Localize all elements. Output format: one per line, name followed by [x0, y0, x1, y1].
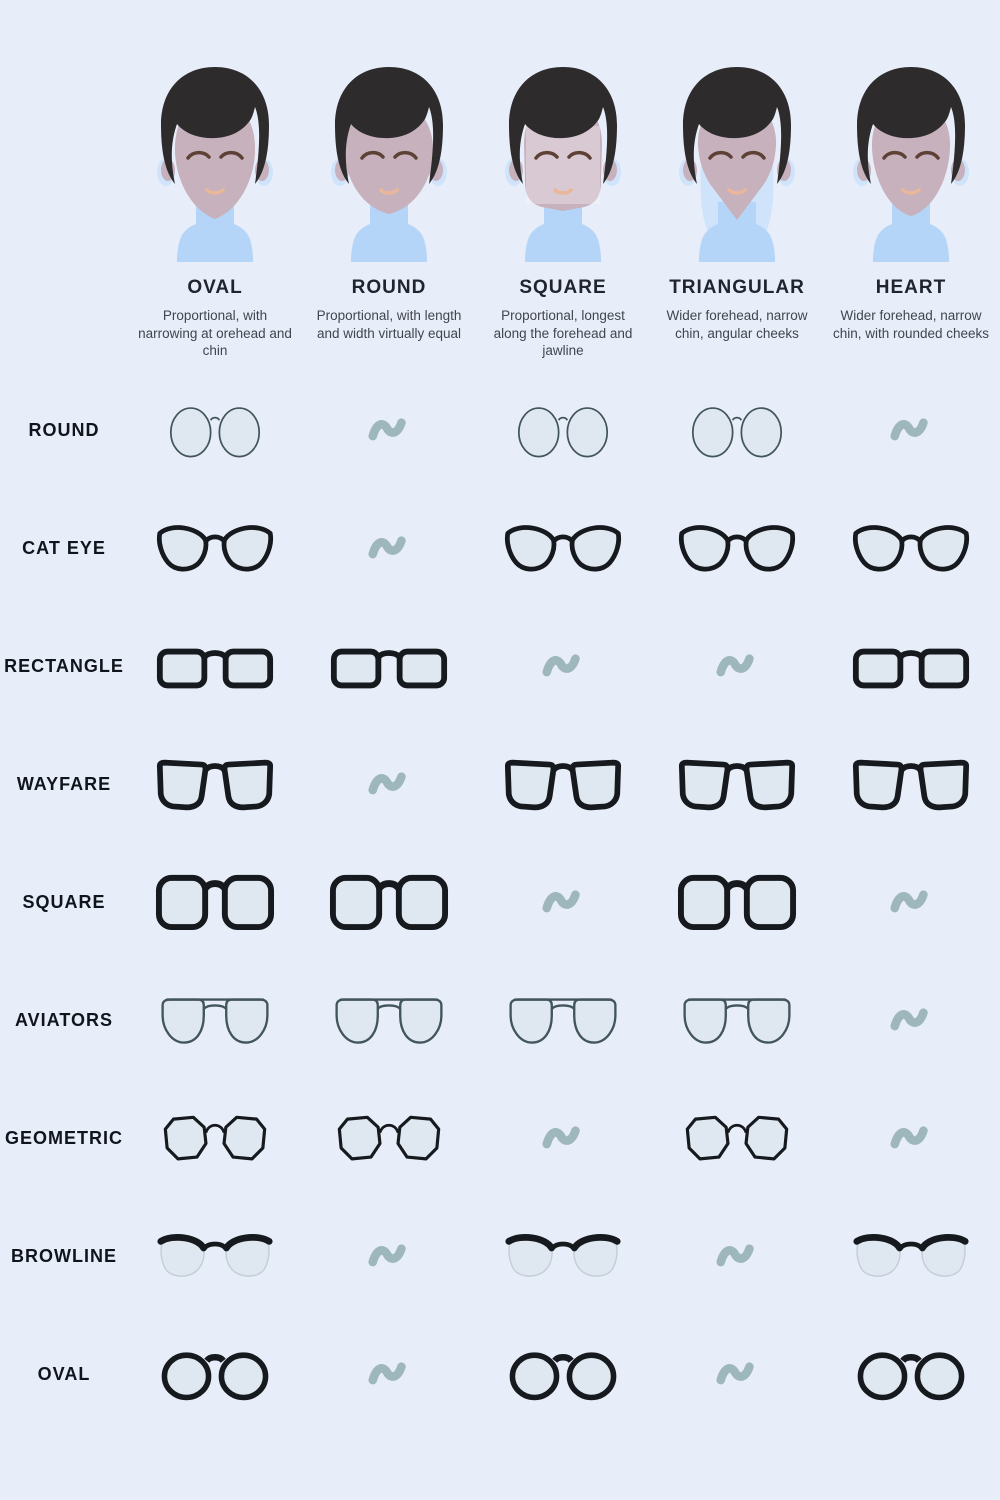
cell-oval-oval	[128, 1316, 302, 1434]
cell-geometric-square	[476, 1080, 650, 1198]
tilde-icon	[715, 1242, 759, 1271]
cell-square-heart	[824, 844, 998, 962]
face-shape-description: Wider forehead, narrow chin, angular cheeks	[666, 308, 808, 341]
matrix-row-oval	[0, 1316, 1000, 1434]
row-label-cat-eye: CAT EYE	[22, 538, 106, 559]
cell-round-round	[302, 372, 476, 490]
cat-eye-glasses-icon	[678, 519, 796, 578]
face-shape-title: OVAL	[187, 277, 243, 298]
cell-cat-eye-triangular	[650, 490, 824, 608]
cell-square-oval	[128, 844, 302, 962]
cell-geometric-round	[302, 1080, 476, 1198]
matrix-row-aviators	[0, 962, 1000, 1080]
oval-glasses-icon	[506, 1346, 620, 1403]
cell-aviators-oval	[128, 962, 302, 1080]
face-shape-title: ROUND	[351, 277, 427, 298]
cell-aviators-heart	[824, 962, 998, 1080]
cell-round-heart	[824, 372, 998, 490]
cell-round-oval	[128, 372, 302, 490]
matrix-row-square	[0, 844, 1000, 962]
tilde-icon	[367, 770, 411, 799]
matrix-row-cat-eye	[0, 490, 1000, 608]
square-glasses-icon	[154, 871, 276, 934]
row-label-wayfare: WAYFARE	[16, 774, 112, 795]
tilde-icon	[889, 416, 933, 445]
row-label-square: SQUARE	[22, 892, 106, 913]
round-glasses-icon	[685, 402, 789, 459]
face-shape-title: HEART	[875, 277, 947, 298]
cell-browline-round	[302, 1198, 476, 1316]
cell-square-triangular	[650, 844, 824, 962]
cell-geometric-triangular	[650, 1080, 824, 1198]
cell-oval-heart	[824, 1316, 998, 1434]
tilde-icon	[541, 888, 585, 917]
compatibility-matrix	[0, 372, 1000, 1434]
aviators-glasses-icon	[331, 993, 447, 1049]
cell-aviators-round	[302, 962, 476, 1080]
wayfare-glasses-icon	[156, 756, 274, 813]
oval-glasses-icon	[854, 1346, 968, 1403]
cell-round-square	[476, 372, 650, 490]
cell-browline-heart	[824, 1198, 998, 1316]
cell-cat-eye-square	[476, 490, 650, 608]
geometric-glasses-icon	[159, 1111, 271, 1167]
cell-browline-triangular	[650, 1198, 824, 1316]
browline-glasses-icon	[852, 1229, 970, 1284]
tilde-icon	[889, 1124, 933, 1153]
row-label-rectangle: RECTANGLE	[4, 656, 124, 677]
cell-wayfare-round	[302, 726, 476, 844]
face-shape-description: Proportional, with length and width virtually equal	[316, 308, 462, 341]
matrix-row-rectangle	[0, 608, 1000, 726]
aviators-glasses-icon	[505, 993, 621, 1049]
face-column-square	[476, 62, 650, 360]
browline-glasses-icon	[504, 1229, 622, 1284]
wayfare-glasses-icon	[678, 756, 796, 813]
tilde-icon	[715, 1360, 759, 1389]
cell-round-triangular	[650, 372, 824, 490]
cell-square-square	[476, 844, 650, 962]
cell-wayfare-oval	[128, 726, 302, 844]
face-column-triangular	[650, 62, 824, 360]
tilde-icon	[541, 1124, 585, 1153]
cell-oval-triangular	[650, 1316, 824, 1434]
row-label-round: ROUND	[28, 420, 100, 441]
cell-cat-eye-oval	[128, 490, 302, 608]
oval-face-icon	[140, 62, 290, 267]
matrix-row-round	[0, 372, 1000, 490]
cell-browline-square	[476, 1198, 650, 1316]
rectangle-glasses-icon	[851, 639, 971, 695]
row-label-browline: BROWLINE	[11, 1246, 117, 1267]
tilde-icon	[889, 888, 933, 917]
face-shape-description: Proportional, with narrowing at orehead and chin	[138, 308, 292, 359]
tilde-icon	[715, 652, 759, 681]
cell-geometric-heart	[824, 1080, 998, 1198]
square-glasses-icon	[328, 871, 450, 934]
tilde-icon	[367, 1242, 411, 1271]
matrix-row-wayfare	[0, 726, 1000, 844]
cat-eye-glasses-icon	[156, 519, 274, 578]
cell-rectangle-round	[302, 608, 476, 726]
cell-oval-square	[476, 1316, 650, 1434]
face-shapes-header	[0, 0, 1000, 360]
face-shape-description: Wider forehead, narrow chin, with rounded cheeks	[832, 308, 990, 341]
geometric-glasses-icon	[333, 1111, 445, 1167]
face-shape-description: Proportional, longest along the forehead and jawline	[493, 308, 633, 359]
heart-face-icon	[836, 62, 986, 267]
geometric-glasses-icon	[681, 1111, 793, 1167]
face-shape-title: TRIANGULAR	[669, 277, 805, 298]
round-face-icon	[314, 62, 464, 267]
row-label-geometric: GEOMETRIC	[4, 1128, 123, 1149]
square-glasses-icon	[676, 871, 798, 934]
row-label-oval: OVAL	[37, 1364, 91, 1385]
cell-cat-eye-round	[302, 490, 476, 608]
browline-glasses-icon	[156, 1229, 274, 1284]
cell-wayfare-heart	[824, 726, 998, 844]
tilde-icon	[541, 652, 585, 681]
tilde-icon	[889, 1006, 933, 1035]
square-face-icon	[488, 62, 638, 267]
rectangle-glasses-icon	[155, 639, 275, 695]
wayfare-glasses-icon	[852, 756, 970, 813]
round-glasses-icon	[511, 402, 615, 459]
matrix-row-browline	[0, 1198, 1000, 1316]
tilde-icon	[367, 416, 411, 445]
cat-eye-glasses-icon	[504, 519, 622, 578]
cat-eye-glasses-icon	[852, 519, 970, 578]
cell-square-round	[302, 844, 476, 962]
cell-rectangle-oval	[128, 608, 302, 726]
matrix-row-geometric	[0, 1080, 1000, 1198]
face-column-round	[302, 62, 476, 360]
triangular-face-icon	[662, 62, 812, 267]
tilde-icon	[367, 534, 411, 563]
cell-rectangle-triangular	[650, 608, 824, 726]
aviators-glasses-icon	[157, 993, 273, 1049]
wayfare-glasses-icon	[504, 756, 622, 813]
cell-wayfare-triangular	[650, 726, 824, 844]
cell-wayfare-square	[476, 726, 650, 844]
cell-rectangle-square	[476, 608, 650, 726]
cell-oval-round	[302, 1316, 476, 1434]
round-glasses-icon	[163, 402, 267, 459]
cell-aviators-triangular	[650, 962, 824, 1080]
oval-glasses-icon	[158, 1346, 272, 1403]
tilde-icon	[367, 1360, 411, 1389]
cell-browline-oval	[128, 1198, 302, 1316]
rectangle-glasses-icon	[329, 639, 449, 695]
face-column-heart	[824, 62, 998, 360]
cell-rectangle-heart	[824, 608, 998, 726]
face-shape-title: SQUARE	[519, 277, 607, 298]
row-label-aviators: AVIATORS	[14, 1010, 113, 1031]
aviators-glasses-icon	[679, 993, 795, 1049]
cell-cat-eye-heart	[824, 490, 998, 608]
face-column-oval	[128, 62, 302, 360]
cell-geometric-oval	[128, 1080, 302, 1198]
header-spacer	[0, 62, 128, 360]
cell-aviators-square	[476, 962, 650, 1080]
